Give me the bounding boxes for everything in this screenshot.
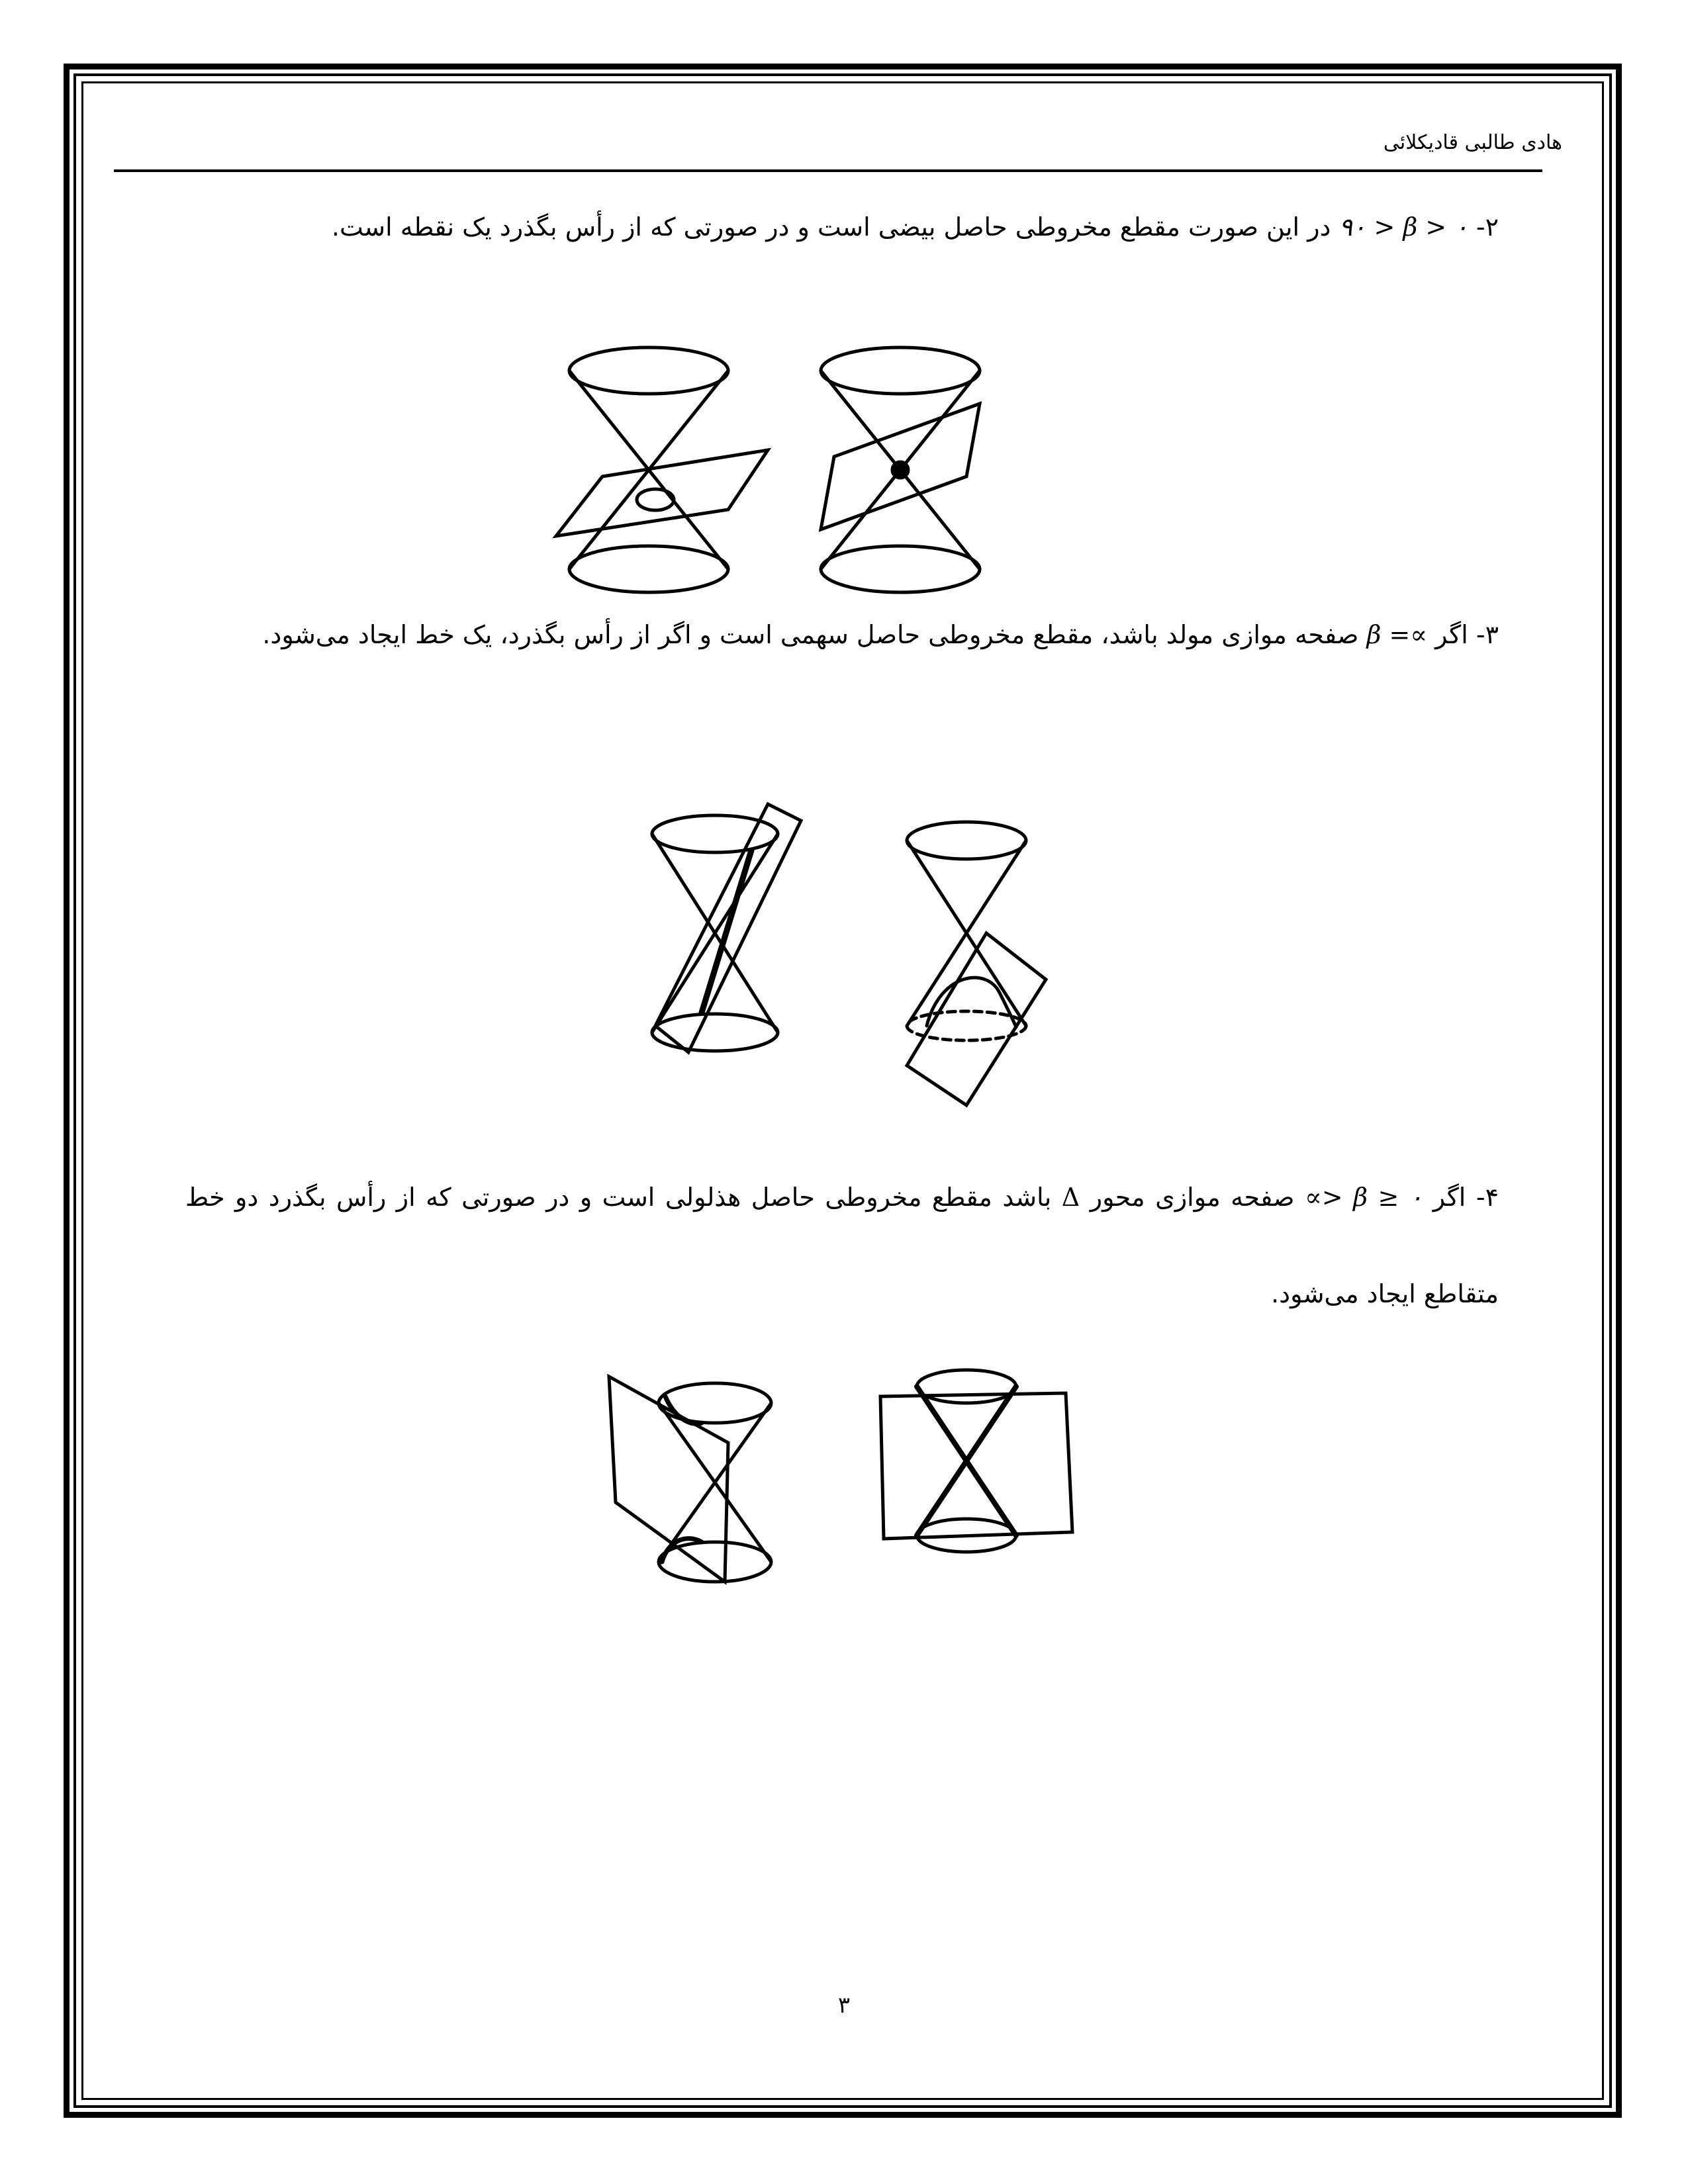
parabola-section xyxy=(927,978,1016,1027)
left-cone-top-ellipse xyxy=(569,347,728,394)
header-author: هادی طالبی قادیکلائی xyxy=(1383,131,1562,154)
left-cone-top-ellipse xyxy=(659,1383,771,1423)
hyperbola-figure xyxy=(602,1363,1105,1628)
item-3-text: صفحه موازی مولد باشد، مقطع مخروطی حاصل سهمی است و اگر از رأس بگذرد، یک خط ایجاد می‌شود. xyxy=(262,620,1359,649)
right-cone-top-ellipse xyxy=(821,347,980,394)
right-cone-top-ellipse xyxy=(917,1370,1016,1403)
item-2-number: ۲- xyxy=(1476,212,1499,242)
item-3-number: ۳- xyxy=(1476,620,1499,649)
cutting-plane-through-axis xyxy=(880,1393,1072,1539)
item-4-number: ۴- xyxy=(1476,1183,1499,1212)
header-rule xyxy=(114,169,1542,172)
item-4-math: ∝> β ≥ ۰ xyxy=(1305,1183,1423,1212)
ellipse-and-point-figure xyxy=(543,344,1006,609)
item-4-paragraph xyxy=(185,1149,1499,1342)
item-4-text: باشد مقطع مخروطی حاصل هذلولی است و در صورتی که از رأس بگذرد دو خط متقاطع ایجاد می‌شود. xyxy=(185,1183,1499,1308)
item-2-text: در این صورت مقطع مخروطی حاصل بیضی است و در صورتی که از رأس بگذرد یک نقطه است. xyxy=(331,212,1331,242)
section-ellipse xyxy=(637,489,674,510)
cutting-plane xyxy=(556,450,768,536)
left-cone-bottom-ellipse xyxy=(569,546,728,592)
left-cone-bottom-ellipse xyxy=(652,1014,778,1051)
tangent-line xyxy=(702,850,751,1013)
page-number: ۳ xyxy=(837,1992,851,2019)
item-3-prefix: اگر xyxy=(1435,620,1468,649)
item-3-paragraph xyxy=(185,586,1499,683)
item-2-math: ۹۰ > β > ۰ xyxy=(1338,212,1468,242)
right-cone-top-ellipse xyxy=(907,822,1026,859)
vertex-point xyxy=(892,462,908,478)
item-4-prefix: اگر xyxy=(1432,1183,1466,1212)
item-2-paragraph xyxy=(185,179,1499,275)
item-4-text-before-delta: صفحه موازی محور xyxy=(1090,1183,1295,1212)
right-cone-bottom-ellipse xyxy=(821,546,980,592)
item-4-delta: Δ xyxy=(1061,1183,1080,1212)
item-3-math: β =∝ xyxy=(1366,620,1428,649)
parabola-figure xyxy=(629,794,1092,1112)
